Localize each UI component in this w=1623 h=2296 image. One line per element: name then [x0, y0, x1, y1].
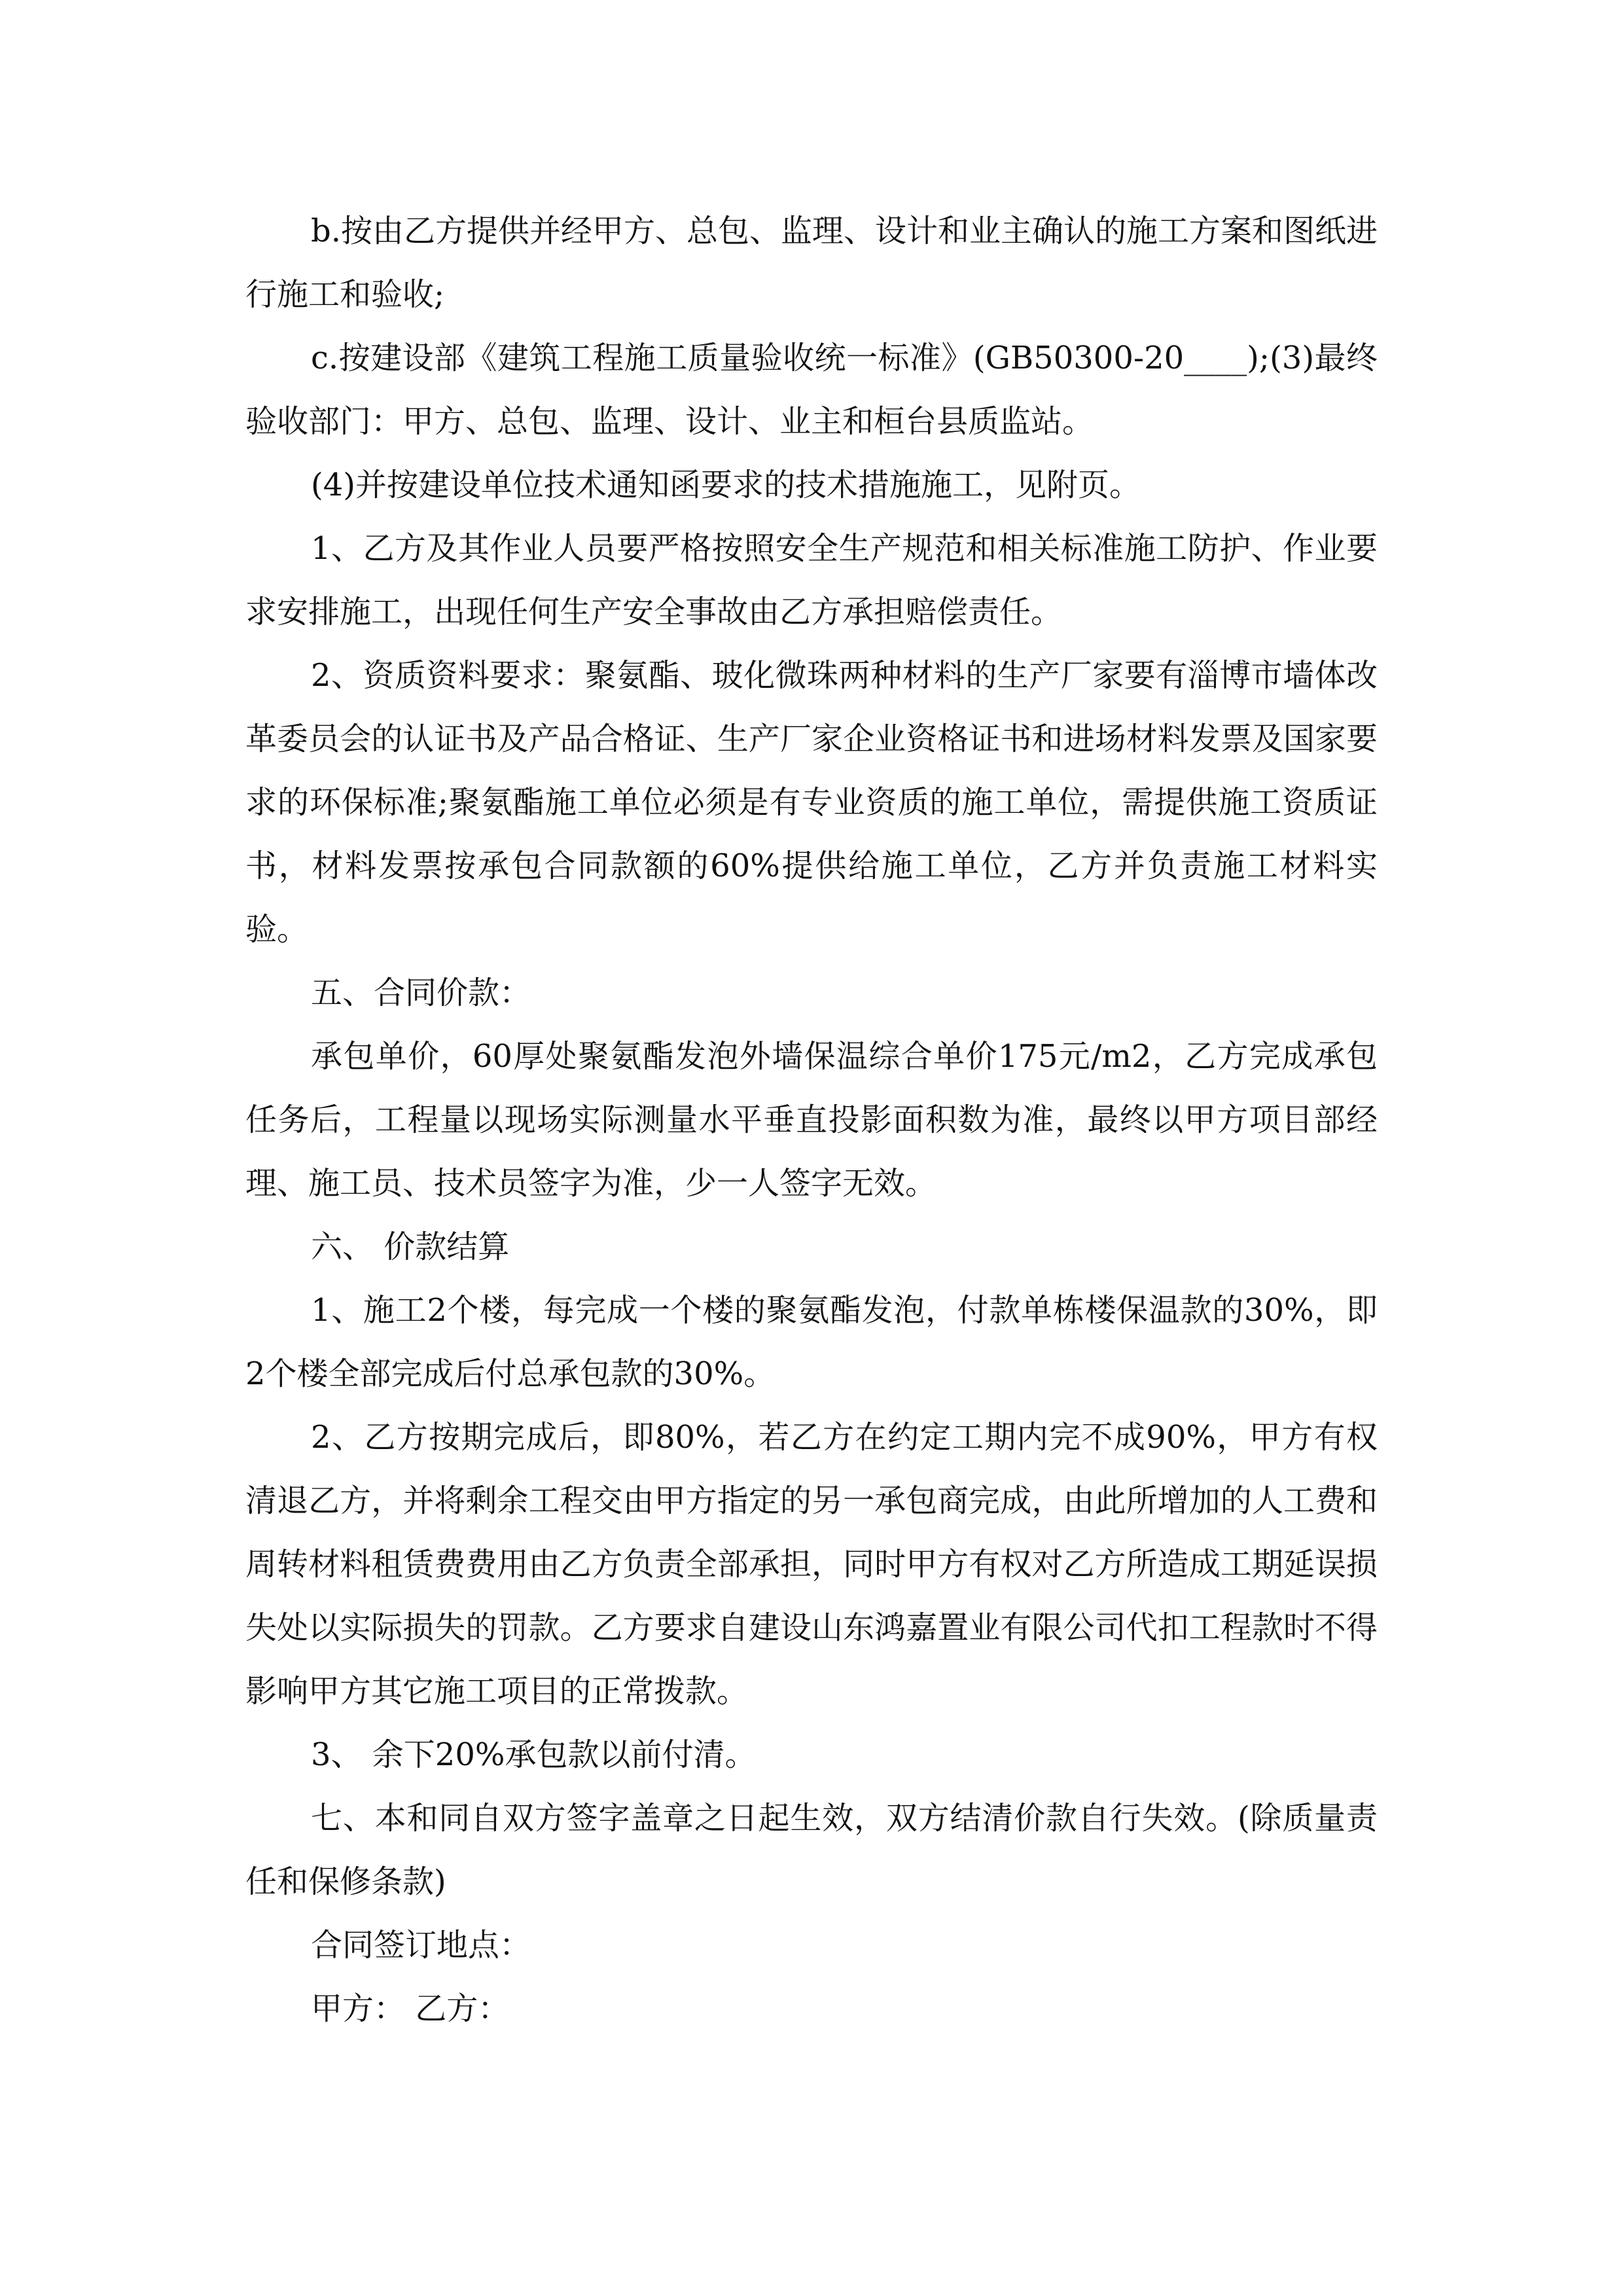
section-heading-contract-price: 五、合同价款：: [311, 975, 531, 1011]
paragraph-clause-b: b.按由乙方提供并经甲方、总包、监理、设计和业主确认的施工方案和图纸进行施工和验收;: [245, 213, 1378, 313]
paragraph-effective: 七、本和同自双方签字盖章之日起生效，双方结清价款自行失效。(除质量责任和保修条款): [245, 1800, 1378, 1900]
paragraph-qualification: 2、资质资料要求：聚氨酯、玻化微珠两种材料的生产厂家要有淄博市墙体改革委员会的认证书及产品合格证、生产厂家企业资格证书和进场材料发票及国家要求的环保标准;聚氨酯施工单位必须是有专业资质的施工单位，需提供施工资质证书，材料发票按承包合同款额的60%提供给施工单位，乙方并负责施工材料实验。: [245, 657, 1378, 948]
paragraph-unit-price: 承包单价，60厚处聚氨酯发泡外墙保温综合单价175元/m2，乙方完成承包任务后，工程量以现场实际测量水平垂直投影面积数为准，最终以甲方项目部经理、施工员、技术员签字为准，少一人签字无效。: [245, 1038, 1378, 1202]
document-body: [245, 200, 1378, 2041]
section-heading-settlement: 六、 价款结算: [311, 1229, 510, 1265]
paragraph-clause-4: (4)并按建设单位技术通知函要求的技术措施施工，见附页。: [311, 467, 1141, 503]
paragraph-safety: 1、乙方及其作业人员要严格按照安全生产规范和相关标准施工防护、作业要求安排施工，出现任何生产安全事故由乙方承担赔偿责任。: [245, 530, 1378, 630]
paragraph-settlement-1: 1、施工2个楼，每完成一个楼的聚氨酯发泡，付款单栋楼保温款的30%，即2个楼全部完成后付总承包款的30%。: [245, 1292, 1378, 1392]
paragraph-settlement-3: 3、 余下20%承包款以前付清。: [311, 1736, 757, 1773]
paragraph-clause-c: c.按建设部《建筑工程施工质量验收统一标准》(GB50300-20____);(3)最终验收部门：甲方、总包、监理、设计、业主和桓台县质监站。: [245, 340, 1378, 440]
signing-location-label: 合同签订地点：: [311, 1927, 531, 1964]
signature-parties-label: 甲方： 乙方：: [311, 1990, 510, 2027]
paragraph-settlement-2: 2、乙方按期完成后，即80%，若乙方在约定工期内完不成90%，甲方有权清退乙方，并将剩余工程交由甲方指定的另一承包商完成，由此所增加的人工费和周转材料租赁费费用由乙方负责全部承担，同时甲方有权对乙方所造成工期延误损失处以实际损失的罚款。乙方要求自建设山东鸿嘉置业有限公司代扣工程款时不得影响甲方其它施工项目的正常拨款。: [245, 1419, 1378, 1710]
